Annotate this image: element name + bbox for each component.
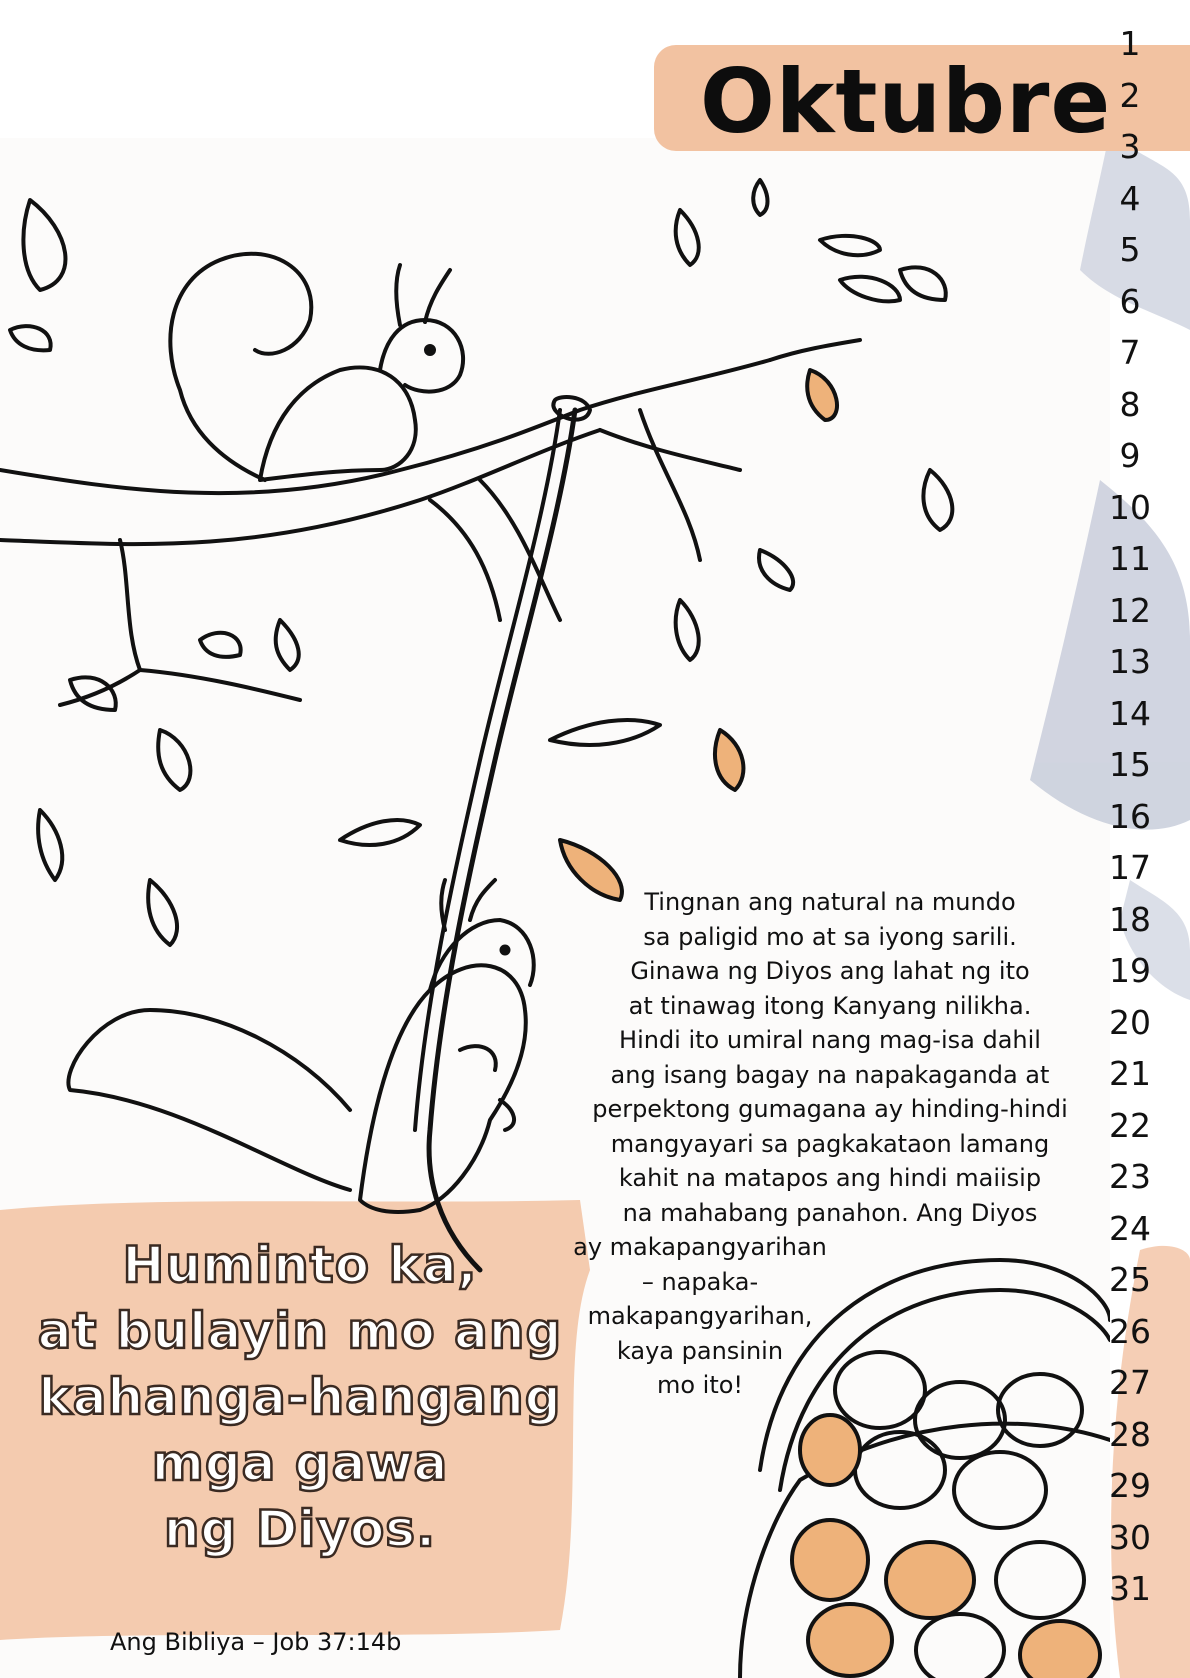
tree-branch-drawing (0, 340, 860, 705)
body-text-line: mo ito! (656, 1371, 744, 1399)
day-number: 7 (1119, 333, 1141, 372)
body-text-line: sa paligid mo at sa iyong sarili. (643, 922, 1017, 951)
day-number: 14 (1109, 693, 1151, 733)
verse-line: Huminto ka, (122, 1236, 478, 1294)
day-number: 5 (1119, 230, 1141, 269)
day-number: 28 (1109, 1414, 1151, 1454)
verse-line: ng Diyos. (163, 1500, 437, 1558)
day-number: 15 (1109, 745, 1151, 784)
verse-line: mga gawa (151, 1434, 449, 1492)
day-number: 10 (1109, 487, 1151, 527)
day-number: 4 (1119, 178, 1141, 218)
body-text-line: Tingnan ang natural na mundo (644, 888, 1016, 916)
body-text-line: Hindi ito umiral nang mag-isa dahil (619, 1026, 1041, 1054)
body-text-line: ay makapangyarihan (573, 1233, 827, 1261)
day-number: 6 (1119, 281, 1141, 321)
day-number: 24 (1109, 1208, 1151, 1248)
day-number: 27 (1109, 1363, 1151, 1402)
day-number: 29 (1109, 1466, 1151, 1505)
month-title: Oktubre (700, 50, 1112, 153)
day-number: 16 (1109, 796, 1151, 836)
squirrel-on-branch-drawing (170, 254, 463, 480)
day-number: 9 (1119, 436, 1141, 475)
squirrel-on-rope-drawing (68, 880, 533, 1212)
body-text-line: na mahabang panahon. Ang Diyos (622, 1198, 1038, 1227)
day-number: 18 (1109, 899, 1151, 939)
day-number: 30 (1109, 1517, 1151, 1557)
body-text-line: kahit na matapos ang hindi maiisip (618, 1164, 1042, 1192)
verse-reference: Ang Bibliya – Job 37:14b (110, 1628, 402, 1656)
body-text-line: mangyayari sa pagkakataon lamang (610, 1129, 1050, 1158)
rope-drawing (415, 397, 590, 1270)
bible-verse (20, 1232, 580, 1562)
day-number: 17 (1109, 848, 1151, 887)
day-number: 8 (1119, 384, 1141, 424)
body-text-line: – napaka- (641, 1267, 759, 1296)
day-number: 31 (1109, 1569, 1151, 1608)
day-number: 21 (1109, 1054, 1151, 1093)
day-number: 22 (1109, 1105, 1151, 1145)
body-text-line: kaya pansinin (616, 1336, 784, 1365)
day-number: 2 (1119, 75, 1141, 115)
body-text-line: Ginawa ng Diyos ang lahat ng ito (630, 957, 1030, 985)
day-number: 19 (1109, 951, 1151, 990)
body-text (570, 885, 1090, 1230)
day-number: 26 (1109, 1311, 1151, 1351)
body-text-line: ang isang bagay na napakaganda at (610, 1060, 1050, 1089)
day-number: 12 (1109, 590, 1151, 630)
day-number: 23 (1109, 1157, 1151, 1196)
day-number: 20 (1109, 1002, 1151, 1042)
day-number: 3 (1119, 127, 1141, 166)
body-text-continuation (560, 1230, 840, 1403)
body-text-line: makapangyarihan, (587, 1302, 813, 1330)
verse-line: at bulayin mo ang (37, 1302, 563, 1360)
verse-line: kahanga-hangang (38, 1368, 562, 1426)
day-number: 1 (1119, 24, 1141, 63)
day-number: 11 (1109, 539, 1151, 578)
day-number: 25 (1109, 1260, 1151, 1299)
day-number: 13 (1109, 642, 1151, 681)
body-text-line: at tinawag itong Kanyang nilikha. (628, 991, 1032, 1020)
body-text-line: perpektong gumagana ay hinding-hindi (592, 1095, 1068, 1123)
